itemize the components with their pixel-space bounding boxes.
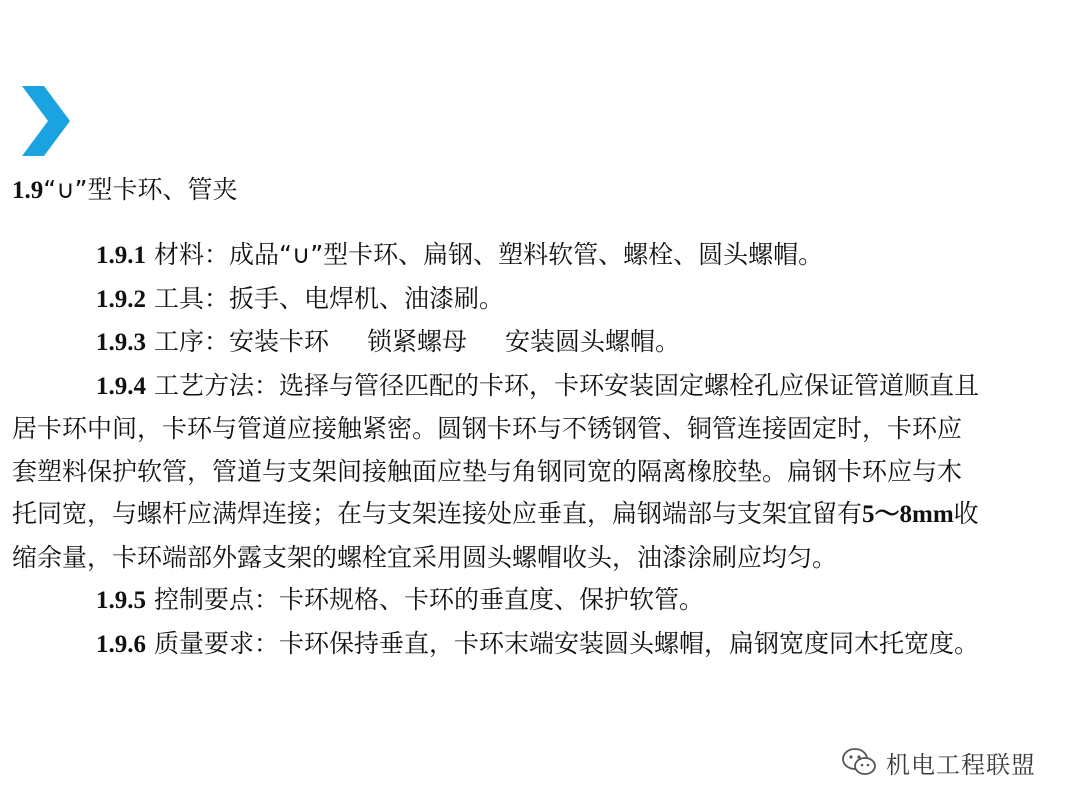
item-label: 工艺方法： [153, 370, 279, 400]
item-number: 1.9.6 [96, 630, 146, 658]
method-text: 缩余量，卡环端部外露支架的螺栓宜采用圆头螺帽收头，油漆涂刷应均匀。 [12, 542, 838, 572]
item-label: 材料： [153, 240, 229, 269]
item-method [12, 365, 1064, 580]
method-text: 选择与管径匹配的卡环，卡环安装固定螺栓孔应保证管道顺直且 [278, 370, 979, 400]
method-text: 托同宽，与螺杆应满焊连接；在与支架连接处应垂直，扁钢端部与支架宜留有 [12, 499, 863, 528]
item-number: 1.9.2 [96, 285, 146, 313]
procedure-step: 安装卡环 [228, 327, 329, 356]
item-text: 扳手、电焊机、油漆刷。 [228, 283, 504, 313]
method-text: 收 [953, 499, 979, 528]
item-materials [12, 234, 1064, 278]
item-procedure [12, 321, 1064, 365]
watermark-text: 机电工程联盟 [886, 750, 1036, 779]
item-text: 成品“∪”型卡环、扁钢、塑料软管、螺栓、圆头螺帽。 [228, 240, 824, 269]
chevron-right-icon [22, 86, 70, 156]
procedure-step: 锁紧螺母 [366, 327, 467, 356]
method-text: 5～8mm [862, 501, 954, 528]
item-label: 质量要求： [153, 628, 279, 658]
item-control-points [12, 579, 1064, 623]
method-text: 居卡环中间，卡环与管道应接触紧密。圆钢卡环与不锈钢管、铜管连接固定时，卡环应 [12, 414, 963, 443]
item-number: 1.9.3 [96, 329, 146, 356]
item-label: 工具： [153, 283, 229, 313]
item-label: 控制要点： [153, 585, 279, 614]
wechat-icon [840, 746, 878, 778]
section-number: 1.9 [12, 177, 44, 204]
item-tools [12, 278, 1064, 322]
item-label: 工序： [153, 327, 229, 356]
item-text: 卡环规格、卡环的垂直度、保护软管。 [278, 585, 704, 614]
watermark [840, 744, 1036, 780]
content-body [12, 234, 1064, 666]
section-title [12, 172, 237, 209]
item-quality [12, 623, 1064, 667]
section-title-text: “∪”型卡环、管夹 [43, 175, 238, 204]
procedure-step: 安装圆头螺帽。 [505, 327, 681, 356]
method-text: 套塑料保护软管，管道与支架间接触面应垫与角钢同宽的隔离橡胶垫。扁钢卡环应与木 [12, 456, 963, 486]
item-number: 1.9.4 [96, 372, 146, 400]
item-number: 1.9.1 [96, 242, 146, 269]
item-number: 1.9.5 [96, 587, 146, 614]
item-text: 卡环保持垂直，卡环末端安装圆头螺帽，扁钢宽度同木托宽度。 [278, 628, 979, 658]
